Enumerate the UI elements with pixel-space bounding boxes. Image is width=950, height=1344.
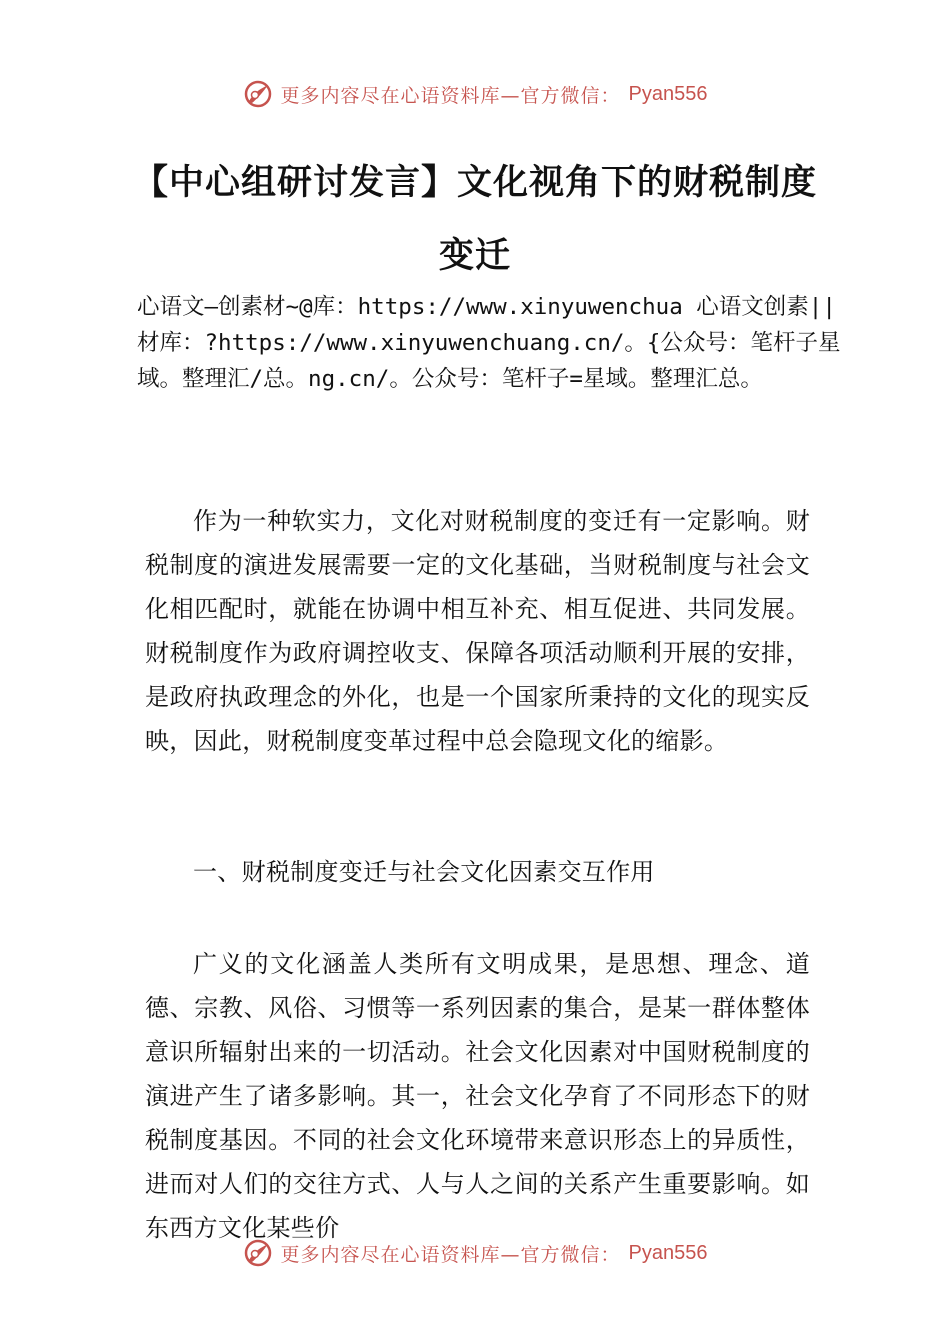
document-title-line1: 【中心组研讨发言】文化视角下的财税制度 xyxy=(132,163,817,203)
footer-banner xyxy=(0,1236,950,1270)
paragraph: 广义的文化涵盖人类所有文明成果，是思想、理念、道德、宗教、风俗、习惯等一系列因素的集合，是某一群体整体意识所辐射出来的一切活动。社会文化因素对中国财税制度的演进产生了诸多影响。其一，社会文化孕育了不同形态下的财税制度基因。不同的社会文化环境带来意识形态上的异质性，进而对人们的交往方式、人与人之间的关系产生重要影响。如东西方文化某些价 xyxy=(145,950,810,1242)
banner-text: 更多内容尽在心语资料库—官方微信： xyxy=(280,84,621,107)
banner-wechat-id: Pyan556 xyxy=(628,82,708,105)
paragraph: 作为一种软实力，文化对财税制度的变迁有一定影响。财税制度的演进发展需要一定的文化基础，当财税制度与社会文化相匹配时，就能在协调中相互补充、相互促进、共同发展。财税制度作为政府调控收支、保障各项活动顺利开展的安排，是政府执政理念的外化，也是一个国家所秉持的文化的现实反映，因此，财税制度变革过程中总会隐现文化的缩影。 xyxy=(145,507,810,755)
source-note: 心语文—创素材~@库：https://www.xinyuwenchua 心语文创素||材库：?https://www.xinyuwenchuang.cn/。{公众号：笔杆子星域。整理汇/总。ng.cn/。公众号：笔杆子=星域。整理汇总。 xyxy=(137,294,841,392)
brush-logo-icon xyxy=(243,1238,273,1268)
document-title-line2: 变迁 xyxy=(438,236,511,276)
banner-wechat-id: Pyan556 xyxy=(628,1241,708,1264)
header-banner xyxy=(0,77,950,111)
brush-logo-icon xyxy=(243,79,273,109)
banner-text: 更多内容尽在心语资料库—官方微信： xyxy=(280,1243,621,1266)
section-heading: 一、财税制度变迁与社会文化因素交互作用 xyxy=(193,858,655,886)
